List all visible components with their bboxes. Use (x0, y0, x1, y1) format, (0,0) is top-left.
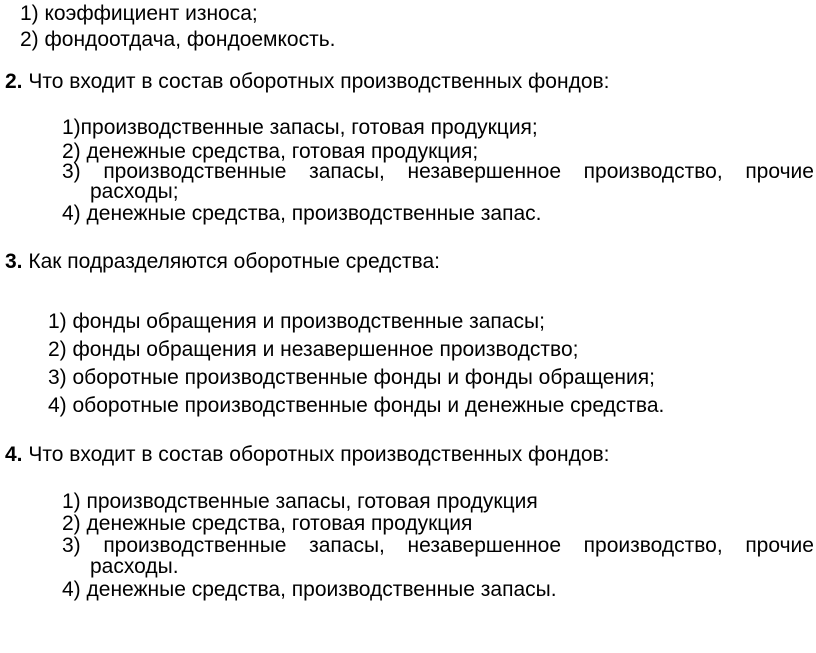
q4-option-1: 1) производственные запасы, готовая продукция (62, 490, 538, 513)
q2-option-3-word: 3) (62, 160, 81, 183)
question-4-text: Что входит в состав оборотных производственных фондов: (22, 443, 610, 466)
q4-option-3-word: прочие (745, 534, 814, 557)
question-3-text: Как подразделяются оборотные средства: (22, 250, 440, 273)
q4-option-3-word: производство, (583, 534, 723, 557)
q2-option-3-word: незавершенное (407, 160, 562, 183)
q2-option-4: 4) денежные средства, производственные запас. (62, 202, 542, 225)
q3-option-2: 2) фонды обращения и незавершенное производство; (48, 338, 579, 361)
question-4-number: 4. (5, 443, 23, 466)
question-2-text: Что входит в состав оборотных производственных фондов: (22, 70, 610, 93)
q2-option-3-word: производственные (103, 160, 287, 183)
question-4 (5, 443, 610, 467)
q4-option-3-continuation: расходы. (90, 555, 179, 578)
top-item-1: 1) коэффициент износа; (20, 2, 258, 25)
q4-option-2: 2) денежные средства, готовая продукция (62, 512, 473, 535)
q4-option-3-word: запасы, (309, 534, 385, 557)
q2-option-3-continuation: расходы; (90, 180, 179, 203)
q4-option-3-word: производственные (103, 534, 287, 557)
q2-option-1: 1)производственные запасы, готовая продукция; (62, 116, 538, 139)
q3-option-3: 3) оборотные производственные фонды и фонды обращения; (48, 366, 655, 389)
q4-option-4: 4) денежные средства, производственные запасы. (62, 578, 557, 601)
top-item-2: 2) фондоотдача, фондоемкость. (20, 28, 336, 51)
question-2-number: 2. (5, 70, 23, 93)
q4-option-3-word: незавершенное (407, 534, 562, 557)
q2-option-2: 2) денежные средства, готовая продукция; (62, 140, 479, 163)
q3-option-1: 1) фонды обращения и производственные запасы; (48, 310, 545, 333)
q4-option-3-word: 3) (62, 534, 81, 557)
question-3-number: 3. (5, 250, 23, 273)
question-3 (5, 250, 440, 274)
q2-option-3-word: производство, (583, 160, 723, 183)
q3-option-4: 4) оборотные производственные фонды и денежные средства. (48, 394, 665, 417)
question-2 (5, 70, 610, 94)
q2-option-3-word: запасы, (309, 160, 385, 183)
q2-option-3-word: прочие (745, 160, 814, 183)
